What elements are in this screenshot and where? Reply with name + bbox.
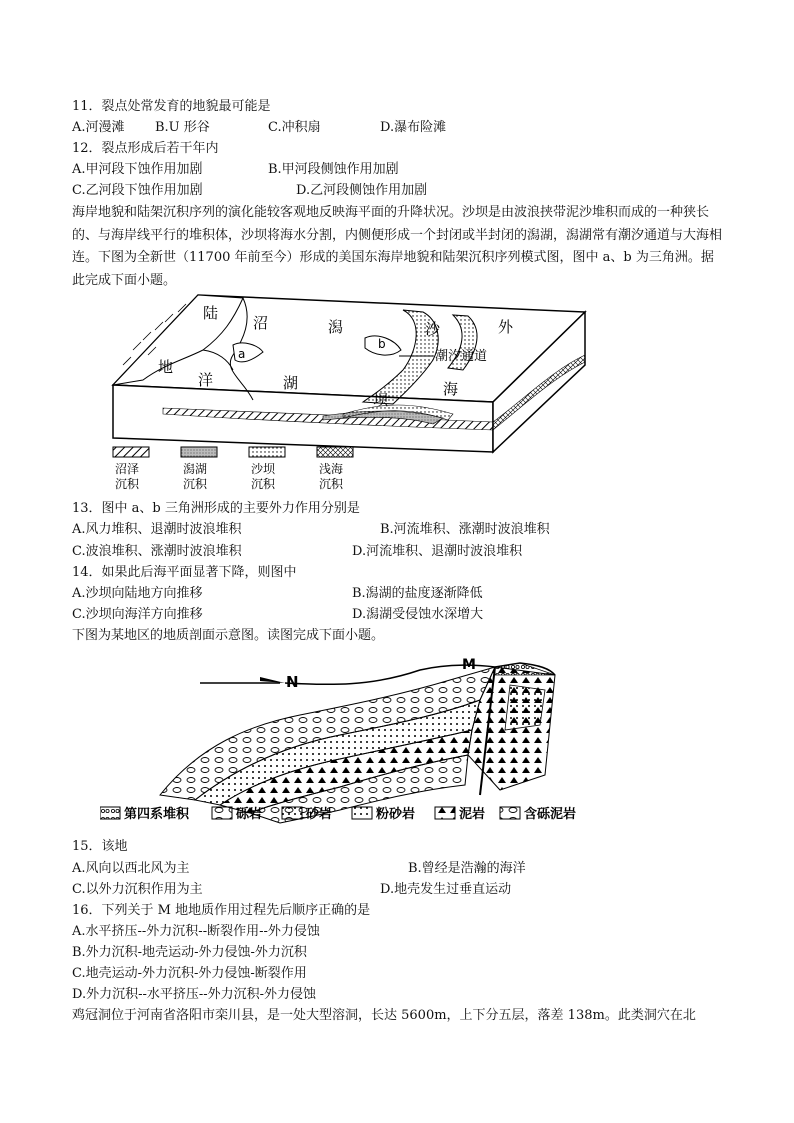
q13-option-b: B.河流堆积、涨潮时波浪堆积 <box>380 522 550 537</box>
q16-option-a: A.水平挤压--外力沉积--断裂作用--外力侵蚀 <box>72 924 320 939</box>
q11-option-d: D.瀑布险滩 <box>380 120 447 135</box>
label-tidal-channel: 潮汐通道 <box>435 349 488 364</box>
legend-shelf-2: 沉积 <box>319 477 344 491</box>
q11-stem: 11．裂点处常发育的地貌最可能是 <box>72 99 271 114</box>
geologic-section-diagram <box>100 655 600 830</box>
legend-marsh-2: 沉积 <box>115 477 140 491</box>
legend-sandstone: 砂岩 <box>306 807 333 822</box>
label-b: b <box>378 337 386 351</box>
q14-option-d: D.潟湖受侵蚀水深增大 <box>352 607 484 622</box>
q16-option-b: B.外力沉积-地壳运动-外力侵蚀-外力沉积 <box>72 945 307 960</box>
q16-stem: 16．下列关于 M 地地质作用过程先后顺序正确的是 <box>72 903 371 918</box>
legend-pebbly-mudstone: 含砾泥岩 <box>524 807 577 822</box>
q14-option-b: B.潟湖的盐度逐渐降低 <box>352 586 483 601</box>
q15-option-b: B.曾经是浩瀚的海洋 <box>408 861 526 876</box>
q14-option-c: C.沙坝向海洋方向推移 <box>72 607 203 622</box>
label-xi: 潟 <box>328 318 344 336</box>
q15-option-d: D.地壳发生过垂直运动 <box>380 882 512 897</box>
label-a: a <box>238 347 246 361</box>
label-hu: 湖 <box>283 374 299 392</box>
north-label: N <box>286 673 299 691</box>
label-di: 地 <box>158 358 174 376</box>
q12-option-d: D.乙河段侧蚀作用加剧 <box>296 183 428 198</box>
coastal-block-diagram <box>103 290 595 495</box>
q13-option-a: A.风力堆积、退潮时波浪堆积 <box>72 522 242 537</box>
legend-mudstone: 泥岩 <box>459 807 486 822</box>
label-sha: 沙 <box>425 320 441 338</box>
legend-shelf-1: 浅海 <box>319 462 344 476</box>
label-yang: 洋 <box>198 371 214 389</box>
q11-option-b: B.U 形谷 <box>155 120 210 135</box>
q13-option-d: D.河流堆积、退潮时波浪堆积 <box>352 544 523 559</box>
q15-option-c: C.以外力沉积作用为主 <box>72 882 203 897</box>
legend-marsh-1: 沼泽 <box>115 462 140 476</box>
label-zhao: 沼 <box>253 314 269 332</box>
q15-stem: 15．该地 <box>72 839 128 854</box>
q11-option-a: A.河漫滩 <box>72 120 125 135</box>
q15-option-a: A.风向以西北风为主 <box>72 861 190 876</box>
q12-option-a: A.甲河段下蚀作用加剧 <box>72 162 203 177</box>
legend-bar-1: 沙坝 <box>251 462 276 476</box>
q13-option-c: C.波浪堆积、涨潮时波浪堆积 <box>72 544 242 559</box>
q16-option-c: C.地壳运动-外力沉积-外力侵蚀-断裂作用 <box>72 966 307 981</box>
q14-stem: 14．如果此后海平面显著下降，则图中 <box>72 565 297 580</box>
q12-option-c: C.乙河段下蚀作用加剧 <box>72 183 203 198</box>
legend-quaternary: 第四系堆积 <box>124 807 190 822</box>
q12-option-b: B.甲河段侧蚀作用加剧 <box>268 162 399 177</box>
legend-lagoon-1: 潟湖 <box>183 462 208 476</box>
label-ba: 坝 <box>373 391 389 409</box>
legend-siltstone: 粉砂岩 <box>376 807 416 822</box>
q14-option-a: A.沙坝向陆地方向推移 <box>72 586 203 601</box>
passage-coastal-landforms: 海岸地貌和陆架沉积序列的演化能较客观地反映海平面的升降状况。沙坝是由波浪挟带泥沙堆积而成的一种狭长的、与海岸线平行的堆积体，沙坝将海水分割，内侧便形成一个封闭或半封闭的潟湖，潟湖常有潮汐通道与大海相连。下图为全新世（11700 年前至今）形成的美国东海岸地貌和陆架沉积序列模式图，图中 a、b 为三角洲。据此完成下面小题。 <box>72 205 723 288</box>
legend-conglomerate: 砾岩 <box>236 807 263 822</box>
label-wai: 外 <box>498 318 514 336</box>
label-hai: 海 <box>443 380 459 398</box>
legend-bar-2: 沉积 <box>251 477 276 491</box>
q11-option-c: C.冲积扇 <box>268 120 321 135</box>
legend-lagoon-2: 沉积 <box>183 477 208 491</box>
q12-stem: 12．裂点形成后若干年内 <box>72 141 219 156</box>
passage-cave: 鸡冠洞位于河南省洛阳市栾川县，是一处大型溶洞，长达 5600m，上下分五层，落差 138m。此类洞穴在北 <box>72 1008 696 1023</box>
label-lu: 陆 <box>203 304 219 322</box>
q13-stem: 13．图中 a、b 三角洲形成的主要外力作用分别是 <box>72 501 360 516</box>
passage-geologic-section: 下图为某地区的地质剖面示意图。读图完成下面小题。 <box>72 628 385 643</box>
q16-option-d: D.外力沉积--水平挤压--外力沉积-外力侵蚀 <box>72 987 317 1002</box>
m-label: M <box>462 657 476 673</box>
